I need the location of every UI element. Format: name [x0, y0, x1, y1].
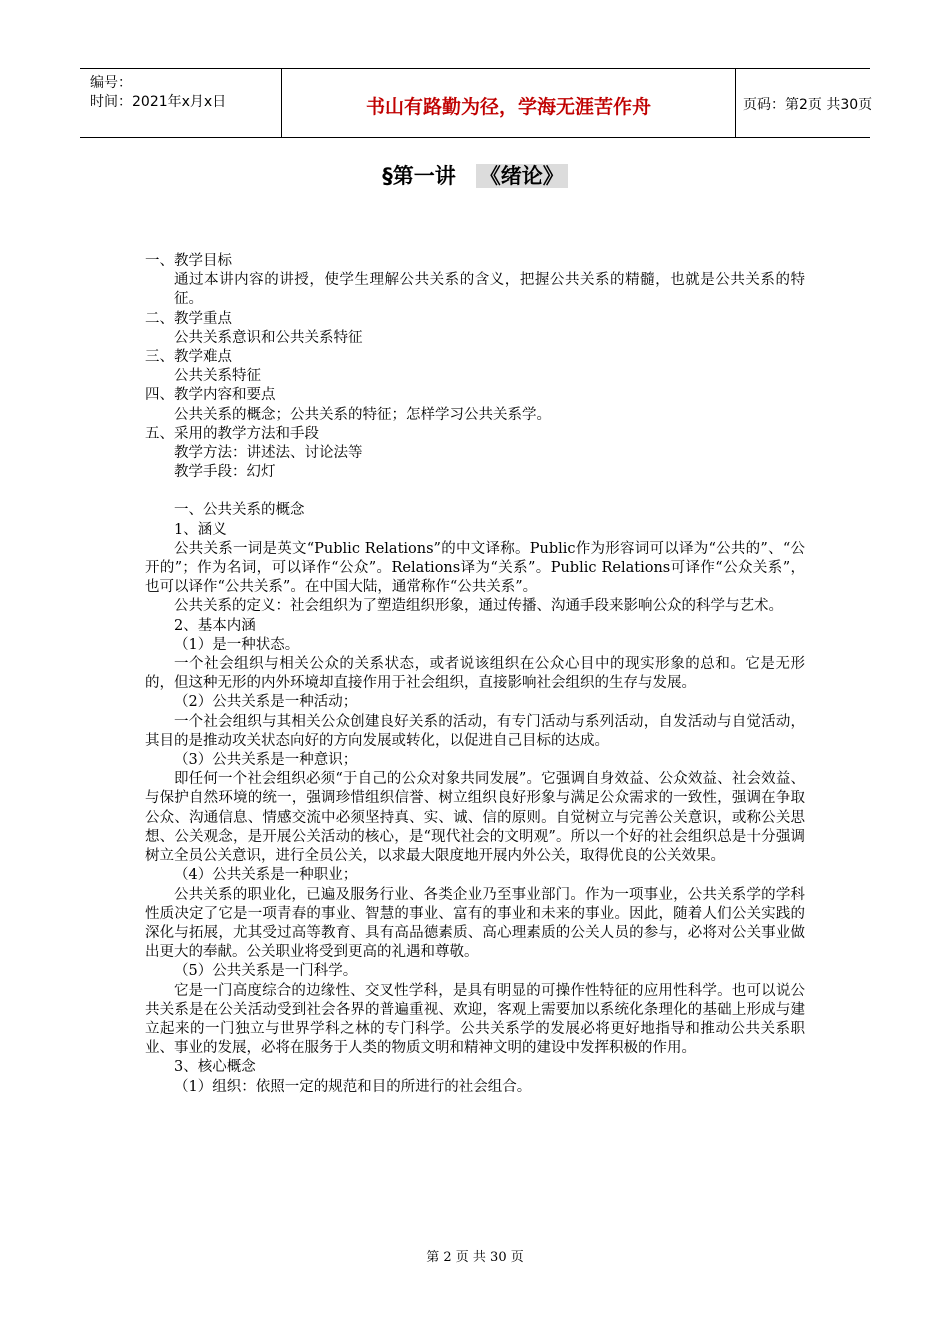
header-page-info: 页码：第2页 共30页	[743, 97, 873, 113]
document-body	[145, 252, 805, 1097]
paragraph: 公共关系的职业化，已遍及服务行业、各类企业乃至事业部门。作为一项事业，公共关系学的学科性质决定了它是一项青春的事业、智慧的事业、富有的事业和未来的事业。因此，随着人们公关实践的深化与拓展，尤其受过高等教育、具有高品德素质、高心理素质的公关人员的参与，必将对公关事业做出更大的奉献。公关职业将受到更高的礼遇和尊敬。	[145, 886, 805, 961]
header-page-cell	[735, 69, 873, 137]
paragraph: 即任何一个社会组织必须“于自己的公众对象共同发展”。它强调自身效益、公众效益、社会效益、与保护自然环境的统一，强调珍惜组织信誉、树立组织良好形象与满足公众需求的一致性，强调在争取公众、沟通信息、情感交流中必须坚持真、实、诚、信的原则。自觉树立与完善公关意识，或称公关思想、公关观念，是开展公关活动的核心，是“现代社会的文明观”。所以一个好的社会组织总是十分强调树立全员公关意识，进行全员公关，以求最大限度地开展内外公关，取得优良的公关效果。	[145, 771, 805, 865]
header-motto: 书山有路勤为径，学海无涯苦作舟	[365, 96, 651, 118]
document-number-label: 编号：	[90, 75, 132, 91]
paragraph: 通过本讲内容的讲授，使学生理解公共关系的含义，把握公共关系的精髓，也就是公共关系的特征。	[174, 272, 805, 308]
paragraph: 公共关系的概念；公共关系的特征；怎样学习公共关系学。	[174, 406, 551, 423]
subsection-heading: 3、核心概念	[174, 1059, 256, 1076]
paragraph: 一个社会组织与相关公众的关系状态，或者说该组织在公众心目中的现实形象的总和。它是无形的，但这种无形的内外环境却直接作用于社会组织，直接影响社会组织的生存与发展。	[145, 656, 805, 692]
section-heading: 三、教学难点	[145, 349, 232, 366]
section-heading: 五、采用的教学方法和手段	[145, 425, 319, 442]
item-heading: （3）公共关系是一种意识；	[174, 752, 358, 769]
paragraph: 公共关系特征	[174, 368, 261, 385]
item-heading: （2）公共关系是一种活动；	[174, 694, 358, 711]
paragraph: 教学方法：讲述法、讨论法等	[174, 445, 363, 462]
section-heading: 一、公共关系的概念	[174, 502, 305, 519]
section-heading: 四、教学内容和要点	[145, 387, 276, 404]
header-motto-cell	[281, 69, 736, 137]
lecture-title	[0, 160, 950, 190]
lecture-title-prefix: §第一讲	[382, 164, 456, 188]
subsection-heading: 2、基本内涵	[174, 617, 256, 634]
paragraph: 教学手段：幻灯	[174, 464, 276, 481]
paragraph: 公共关系一词是英文“Public Relations”的中文译称。Public作为形容词可以译为“公共的”、“公开的”；作为名词，可以译作“公众”。Relations译为“关系”。Public Relations可译作“公众关系”，也可以译作“公共关系”。在中国大陆，通常称作“公共关系”。	[145, 540, 805, 596]
item-heading: （1）是一种状态。	[174, 636, 300, 653]
header-meta-cell	[80, 69, 280, 137]
item-heading: （4）公共关系是一种职业；	[174, 867, 358, 884]
item-heading: （1）组织：依照一定的规范和目的所进行的社会组合。	[174, 1078, 532, 1095]
paragraph: 公共关系意识和公共关系特征	[174, 329, 363, 346]
subsection-heading: 1、涵义	[174, 521, 227, 538]
page-footer: 第 2 页 共 30 页	[426, 1250, 524, 1265]
paragraph: 一个社会组织与其相关公众创建良好关系的活动，有专门活动与系列活动，自发活动与自觉活动，其目的是推动攻关状态向好的方向发展或转化，以促进自己目标的达成。	[145, 713, 805, 749]
document-date-label: 时间：2021年x月x日	[90, 94, 227, 110]
item-heading: （5）公共关系是一门科学。	[174, 963, 358, 980]
paragraph: 它是一门高度综合的边缘性、交叉性学科，是具有明显的可操作性特征的应用性科学。也可以说公共关系是在公关活动受到社会各界的普遍重视、欢迎，客观上需要加以系统化条理化的基础上形成与建立起来的一门独立与世界学科之林的专门科学。公共关系学的发展必将更好地指导和推动公共关系职业、事业的发展，必将在服务于人类的物质文明和精神文明的建设中发挥积极的作用。	[145, 982, 805, 1057]
paragraph: 公共关系的定义：社会组织为了塑造组织形象，通过传播、沟通手段来影响公众的科学与艺术。	[174, 598, 783, 615]
section-heading: 二、教学重点	[145, 310, 232, 327]
section-heading: 一、教学目标	[145, 253, 232, 269]
spacer	[145, 482, 805, 501]
page-header	[80, 68, 873, 138]
lecture-title-book: 《绪论》	[476, 164, 568, 188]
